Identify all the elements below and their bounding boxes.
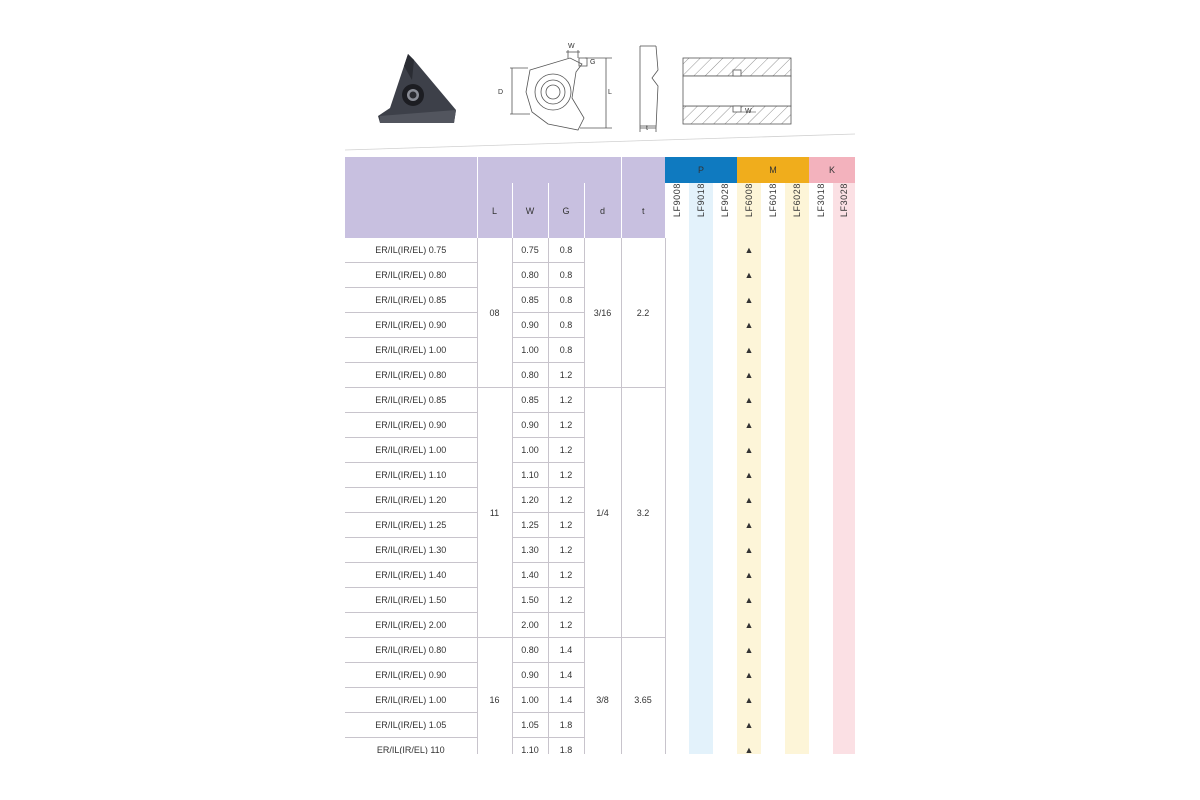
grade-cell bbox=[665, 688, 689, 713]
grade-cell bbox=[689, 388, 713, 413]
row-designation: ER/IL(IR/EL) 1.00 bbox=[345, 688, 477, 713]
grade-cell bbox=[713, 388, 737, 413]
insert-side-view bbox=[640, 46, 658, 132]
grade-cell bbox=[785, 688, 809, 713]
grade-cell bbox=[809, 688, 833, 713]
grade-cell bbox=[665, 663, 689, 688]
grade-cell bbox=[761, 313, 785, 338]
grade-cell bbox=[785, 513, 809, 538]
grade-cell bbox=[833, 338, 855, 363]
spec-table-container bbox=[345, 157, 855, 754]
availability-mark: ▲ bbox=[737, 613, 761, 638]
cell-t: 3.65 bbox=[621, 638, 665, 755]
table-row bbox=[345, 638, 855, 663]
availability-mark: ▲ bbox=[737, 588, 761, 613]
grade-cell bbox=[833, 538, 855, 563]
grade-cell bbox=[689, 688, 713, 713]
grade-cell bbox=[809, 738, 833, 755]
cell-g: 1.2 bbox=[548, 538, 584, 563]
insert-front-view bbox=[510, 50, 612, 130]
grade-cell bbox=[713, 613, 737, 638]
grade-cell bbox=[689, 313, 713, 338]
availability-mark: ▲ bbox=[737, 263, 761, 288]
availability-mark: ▲ bbox=[737, 513, 761, 538]
cell-w: 1.10 bbox=[512, 463, 548, 488]
table-row bbox=[345, 388, 855, 413]
grade-cell bbox=[785, 288, 809, 313]
cell-w: 1.40 bbox=[512, 563, 548, 588]
grade-cell bbox=[713, 288, 737, 313]
grade-cell bbox=[833, 688, 855, 713]
grade-cell bbox=[761, 538, 785, 563]
row-designation: ER/IL(IR/EL) 1.20 bbox=[345, 488, 477, 513]
grade-cell bbox=[833, 613, 855, 638]
grade-cell bbox=[833, 363, 855, 388]
availability-mark: ▲ bbox=[737, 638, 761, 663]
grade-cell bbox=[785, 238, 809, 263]
cell-w: 0.90 bbox=[512, 313, 548, 338]
grade-cell bbox=[713, 263, 737, 288]
row-designation: ER/IL(IR/EL) 2.00 bbox=[345, 613, 477, 638]
grade-cell bbox=[833, 513, 855, 538]
grade-cell bbox=[713, 488, 737, 513]
table-row bbox=[345, 238, 855, 263]
cell-g: 0.8 bbox=[548, 288, 584, 313]
grade-cell bbox=[833, 238, 855, 263]
cell-w: 1.20 bbox=[512, 488, 548, 513]
column-header-d: d bbox=[584, 183, 621, 238]
availability-mark: ▲ bbox=[737, 688, 761, 713]
grade-cell bbox=[689, 538, 713, 563]
grade-cell bbox=[761, 488, 785, 513]
cell-w: 1.10 bbox=[512, 738, 548, 755]
diagram-label-d: D bbox=[498, 89, 504, 96]
grade-cell bbox=[809, 538, 833, 563]
row-designation: ER/IL(IR/EL) 0.90 bbox=[345, 413, 477, 438]
cell-g: 1.2 bbox=[548, 388, 584, 413]
grade-cell bbox=[713, 338, 737, 363]
divider-line bbox=[345, 134, 855, 150]
grade-cell bbox=[713, 688, 737, 713]
grade-cell bbox=[665, 638, 689, 663]
grade-cell bbox=[689, 563, 713, 588]
row-designation: ER/IL(IR/EL) 0.80 bbox=[345, 363, 477, 388]
availability-mark: ▲ bbox=[737, 563, 761, 588]
cell-d: 3/16 bbox=[584, 238, 621, 388]
row-designation: ER/IL(IR/EL) 0.80 bbox=[345, 263, 477, 288]
cell-d: 3/8 bbox=[584, 638, 621, 755]
cell-l: 11 bbox=[477, 388, 512, 638]
grade-cell bbox=[689, 663, 713, 688]
cell-w: 1.30 bbox=[512, 538, 548, 563]
cell-w: 0.90 bbox=[512, 663, 548, 688]
column-header-l: L bbox=[477, 183, 512, 238]
cell-w: 1.00 bbox=[512, 438, 548, 463]
grade-cell bbox=[833, 288, 855, 313]
availability-mark: ▲ bbox=[737, 238, 761, 263]
row-designation: ER/IL(IR/EL) 0.90 bbox=[345, 663, 477, 688]
cell-g: 1.2 bbox=[548, 488, 584, 513]
grade-cell bbox=[761, 688, 785, 713]
cell-g: 1.2 bbox=[548, 463, 584, 488]
availability-mark: ▲ bbox=[737, 488, 761, 513]
header-name-cell bbox=[345, 157, 477, 238]
grade-cell bbox=[785, 713, 809, 738]
grade-cell bbox=[833, 438, 855, 463]
grade-header-lf3018: LF3018 bbox=[816, 183, 826, 218]
grade-cell bbox=[665, 513, 689, 538]
spec-table bbox=[345, 157, 855, 754]
grade-cell bbox=[689, 488, 713, 513]
row-designation: ER/IL(IR/EL) 1.50 bbox=[345, 588, 477, 613]
grade-cell bbox=[785, 313, 809, 338]
availability-mark: ▲ bbox=[737, 438, 761, 463]
cell-g: 1.4 bbox=[548, 638, 584, 663]
grade-cell bbox=[689, 638, 713, 663]
grade-cell bbox=[665, 738, 689, 755]
cell-w: 1.50 bbox=[512, 588, 548, 613]
grade-cell bbox=[689, 513, 713, 538]
cell-t: 2.2 bbox=[621, 238, 665, 388]
grade-cell bbox=[785, 463, 809, 488]
cell-w: 0.80 bbox=[512, 263, 548, 288]
grade-cell bbox=[713, 713, 737, 738]
grade-cell bbox=[809, 588, 833, 613]
cell-w: 0.90 bbox=[512, 413, 548, 438]
grade-cell bbox=[833, 638, 855, 663]
grade-header-lf9018: LF9018 bbox=[689, 183, 713, 238]
grade-cell bbox=[761, 713, 785, 738]
diagram-label-w: W bbox=[568, 43, 575, 50]
grade-cell bbox=[809, 288, 833, 313]
availability-mark: ▲ bbox=[737, 338, 761, 363]
grade-cell bbox=[761, 288, 785, 313]
grade-cell bbox=[809, 563, 833, 588]
availability-mark: ▲ bbox=[737, 713, 761, 738]
cell-g: 1.2 bbox=[548, 613, 584, 638]
grade-cell bbox=[809, 238, 833, 263]
cell-w: 1.00 bbox=[512, 338, 548, 363]
grade-cell bbox=[713, 588, 737, 613]
cell-g: 0.8 bbox=[548, 338, 584, 363]
grade-cell bbox=[665, 388, 689, 413]
cell-g: 0.8 bbox=[548, 238, 584, 263]
cell-g: 1.2 bbox=[548, 588, 584, 613]
grade-cell bbox=[665, 488, 689, 513]
grade-cell bbox=[713, 313, 737, 338]
cell-g: 0.8 bbox=[548, 263, 584, 288]
grade-cell bbox=[809, 413, 833, 438]
row-designation: ER/IL(IR/EL) 1.30 bbox=[345, 538, 477, 563]
grade-cell bbox=[665, 588, 689, 613]
cell-g: 1.4 bbox=[548, 688, 584, 713]
cell-l: 08 bbox=[477, 238, 512, 388]
grade-cell bbox=[665, 563, 689, 588]
column-header-t: t bbox=[621, 183, 665, 238]
availability-mark: ▲ bbox=[737, 538, 761, 563]
grade-cell bbox=[833, 738, 855, 755]
grade-cell bbox=[833, 563, 855, 588]
cell-g: 1.8 bbox=[548, 738, 584, 755]
grade-cell bbox=[713, 413, 737, 438]
grade-cell bbox=[665, 538, 689, 563]
grade-cell bbox=[761, 413, 785, 438]
grade-cell bbox=[713, 438, 737, 463]
row-designation: ER/IL(IR/EL) 1.10 bbox=[345, 463, 477, 488]
column-header-g: G bbox=[548, 183, 584, 238]
column-header-w: W bbox=[512, 183, 548, 238]
grade-group-k: K bbox=[809, 157, 855, 183]
grade-cell bbox=[713, 538, 737, 563]
grade-cell bbox=[665, 288, 689, 313]
grade-cell bbox=[689, 238, 713, 263]
grade-cell bbox=[833, 588, 855, 613]
grade-cell bbox=[809, 513, 833, 538]
grade-cell bbox=[785, 663, 809, 688]
grade-cell bbox=[713, 363, 737, 388]
grade-cell bbox=[689, 263, 713, 288]
insert-photo bbox=[378, 54, 456, 123]
cell-w: 1.25 bbox=[512, 513, 548, 538]
cell-w: 1.05 bbox=[512, 713, 548, 738]
grade-cell bbox=[785, 488, 809, 513]
grade-header-lf6028: LF6028 bbox=[785, 183, 809, 238]
row-designation: ER/IL(IR/EL) 0.85 bbox=[345, 288, 477, 313]
grade-cell bbox=[833, 313, 855, 338]
grade-cell bbox=[785, 538, 809, 563]
row-designation: ER/IL(IR/EL) 1.00 bbox=[345, 438, 477, 463]
grade-cell bbox=[761, 588, 785, 613]
grade-cell bbox=[689, 713, 713, 738]
grade-cell bbox=[689, 338, 713, 363]
grade-cell bbox=[785, 413, 809, 438]
diagram-label-l: L bbox=[608, 89, 612, 96]
grade-cell bbox=[689, 288, 713, 313]
grade-cell bbox=[785, 588, 809, 613]
cell-w: 0.85 bbox=[512, 288, 548, 313]
grade-cell bbox=[785, 563, 809, 588]
grade-cell bbox=[665, 438, 689, 463]
grade-cell bbox=[809, 638, 833, 663]
grade-cell bbox=[689, 438, 713, 463]
cell-l: 16 bbox=[477, 638, 512, 755]
grade-cell bbox=[761, 263, 785, 288]
grade-cell bbox=[809, 463, 833, 488]
availability-mark: ▲ bbox=[737, 313, 761, 338]
row-designation: ER/IL(IR/EL) 0.75 bbox=[345, 238, 477, 263]
insert-diagrams bbox=[0, 0, 1200, 160]
grade-cell bbox=[809, 613, 833, 638]
grade-cell bbox=[761, 438, 785, 463]
grade-cell bbox=[833, 413, 855, 438]
grade-cell bbox=[713, 463, 737, 488]
cell-t: 3.2 bbox=[621, 388, 665, 638]
availability-mark: ▲ bbox=[737, 288, 761, 313]
availability-mark: ▲ bbox=[737, 413, 761, 438]
row-designation: ER/IL(IR/EL) 110 bbox=[345, 738, 477, 755]
cell-g: 0.8 bbox=[548, 313, 584, 338]
grade-cell bbox=[785, 613, 809, 638]
diagram-label-g: G bbox=[590, 59, 596, 66]
grade-cell bbox=[761, 613, 785, 638]
cell-g: 1.2 bbox=[548, 363, 584, 388]
grade-cell bbox=[833, 388, 855, 413]
cell-w: 0.80 bbox=[512, 638, 548, 663]
diagram-label-w-section: W bbox=[745, 108, 752, 115]
grade-cell bbox=[713, 663, 737, 688]
grade-cell bbox=[713, 238, 737, 263]
grade-group-p: P bbox=[665, 157, 737, 183]
grade-cell bbox=[785, 263, 809, 288]
cell-w: 0.80 bbox=[512, 363, 548, 388]
grade-cell bbox=[665, 463, 689, 488]
grade-cell bbox=[785, 363, 809, 388]
cell-g: 1.2 bbox=[548, 413, 584, 438]
availability-mark: ▲ bbox=[737, 363, 761, 388]
grade-cell bbox=[785, 438, 809, 463]
cell-w: 1.00 bbox=[512, 688, 548, 713]
cell-g: 1.4 bbox=[548, 663, 584, 688]
grade-cell bbox=[809, 263, 833, 288]
grade-header-lf9028: LF9028 bbox=[720, 183, 730, 218]
grade-cell bbox=[809, 438, 833, 463]
grade-cell bbox=[785, 338, 809, 363]
grade-cell bbox=[833, 263, 855, 288]
cell-g: 1.2 bbox=[548, 438, 584, 463]
grade-cell bbox=[761, 338, 785, 363]
row-designation: ER/IL(IR/EL) 1.05 bbox=[345, 713, 477, 738]
grade-cell bbox=[665, 313, 689, 338]
row-designation: ER/IL(IR/EL) 1.40 bbox=[345, 563, 477, 588]
grade-cell bbox=[833, 663, 855, 688]
grade-cell bbox=[761, 513, 785, 538]
grade-group-m: M bbox=[737, 157, 809, 183]
availability-mark: ▲ bbox=[737, 738, 761, 755]
grade-cell bbox=[833, 713, 855, 738]
grade-cell bbox=[713, 738, 737, 755]
grade-header-lf9008: LF9008 bbox=[672, 183, 682, 218]
grade-cell bbox=[785, 388, 809, 413]
cell-w: 0.85 bbox=[512, 388, 548, 413]
row-designation: ER/IL(IR/EL) 1.25 bbox=[345, 513, 477, 538]
grade-cell bbox=[809, 713, 833, 738]
grade-cell bbox=[761, 638, 785, 663]
grade-cell bbox=[809, 488, 833, 513]
grade-header-lf6008: LF6008 bbox=[737, 183, 761, 238]
availability-mark: ▲ bbox=[737, 663, 761, 688]
header-t-group bbox=[621, 157, 665, 183]
row-designation: ER/IL(IR/EL) 1.00 bbox=[345, 338, 477, 363]
grade-cell bbox=[665, 363, 689, 388]
grade-cell bbox=[761, 463, 785, 488]
grade-cell bbox=[689, 413, 713, 438]
diagram-label-t: t bbox=[646, 125, 648, 132]
grade-cell bbox=[761, 738, 785, 755]
grade-cell bbox=[689, 363, 713, 388]
grade-cell bbox=[833, 463, 855, 488]
cell-d: 1/4 bbox=[584, 388, 621, 638]
grade-cell bbox=[665, 713, 689, 738]
grade-cell bbox=[761, 363, 785, 388]
grade-cell bbox=[761, 663, 785, 688]
thread-section-view bbox=[683, 58, 791, 124]
grade-cell bbox=[809, 663, 833, 688]
grade-cell bbox=[785, 638, 809, 663]
grade-cell bbox=[665, 263, 689, 288]
cell-w: 0.75 bbox=[512, 238, 548, 263]
grade-cell bbox=[713, 513, 737, 538]
grade-header-lf3028: LF3028 bbox=[833, 183, 855, 238]
cell-w: 2.00 bbox=[512, 613, 548, 638]
grade-cell bbox=[665, 338, 689, 363]
grade-cell bbox=[689, 463, 713, 488]
grade-cell bbox=[689, 613, 713, 638]
row-designation: ER/IL(IR/EL) 0.85 bbox=[345, 388, 477, 413]
grade-header-lf6018: LF6018 bbox=[768, 183, 778, 218]
grade-cell bbox=[689, 588, 713, 613]
grade-cell bbox=[809, 388, 833, 413]
availability-mark: ▲ bbox=[737, 388, 761, 413]
header-dimension-group bbox=[477, 157, 621, 183]
cell-g: 1.2 bbox=[548, 563, 584, 588]
grade-cell bbox=[761, 238, 785, 263]
grade-cell bbox=[713, 638, 737, 663]
grade-cell bbox=[761, 563, 785, 588]
cell-g: 1.8 bbox=[548, 713, 584, 738]
row-designation: ER/IL(IR/EL) 0.90 bbox=[345, 313, 477, 338]
grade-cell bbox=[809, 338, 833, 363]
grade-cell bbox=[809, 313, 833, 338]
spec-table-body bbox=[345, 238, 855, 754]
grade-cell bbox=[665, 613, 689, 638]
grade-cell bbox=[665, 413, 689, 438]
grade-cell bbox=[761, 388, 785, 413]
grade-cell bbox=[785, 738, 809, 755]
grade-cell bbox=[809, 363, 833, 388]
availability-mark: ▲ bbox=[737, 463, 761, 488]
grade-cell bbox=[713, 563, 737, 588]
grade-cell bbox=[833, 488, 855, 513]
cell-g: 1.2 bbox=[548, 513, 584, 538]
row-designation: ER/IL(IR/EL) 0.80 bbox=[345, 638, 477, 663]
grade-cell bbox=[665, 238, 689, 263]
grade-cell bbox=[689, 738, 713, 755]
